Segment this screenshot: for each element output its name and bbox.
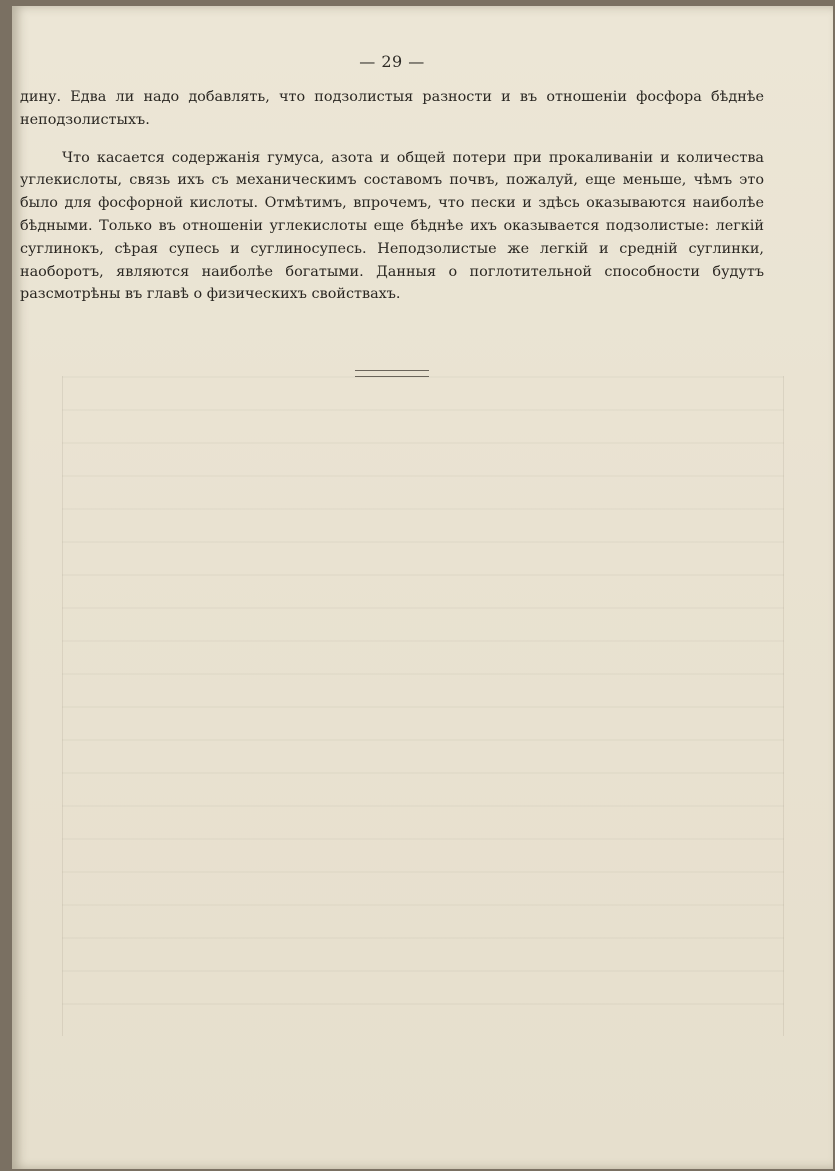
section-divider: [355, 370, 429, 377]
book-page: [12, 6, 833, 1169]
paragraph-humus-content: Что касается содержанiя гумуса, азота и общей потери при прокаливанiи и количества углекислоты, связь ихъ съ механическимъ составомъ почвъ, пожалуй, еще меньше, чѣмъ это было для фосфорной кислоты. Отмѣтимъ, впрочемъ, что пески и здѣсь оказываются наиболѣе бѣдными. Только въ отношенiи углекислоты еще бѣднѣе ихъ оказывается подзолистые: легкiй суглинокъ, сѣрая супесь и суглиносупесь. Неподзолистые же легкiй и среднiй суглинки, наоборотъ, являются наиболѣе богатыми. Данныя о поглотительной способности будутъ разсмотрѣны въ главѣ о физическихъ свойствахъ.: [20, 149, 764, 303]
body-text: [20, 86, 764, 306]
page-number: — 29 —: [359, 52, 425, 71]
bleed-through-table: [62, 376, 784, 1036]
paragraph-continuation: дину. Едва ли надо добавлять, что подзолистыя разности и въ отношенiи фосфора бѣднѣе неподзолистыхъ.: [20, 89, 764, 128]
